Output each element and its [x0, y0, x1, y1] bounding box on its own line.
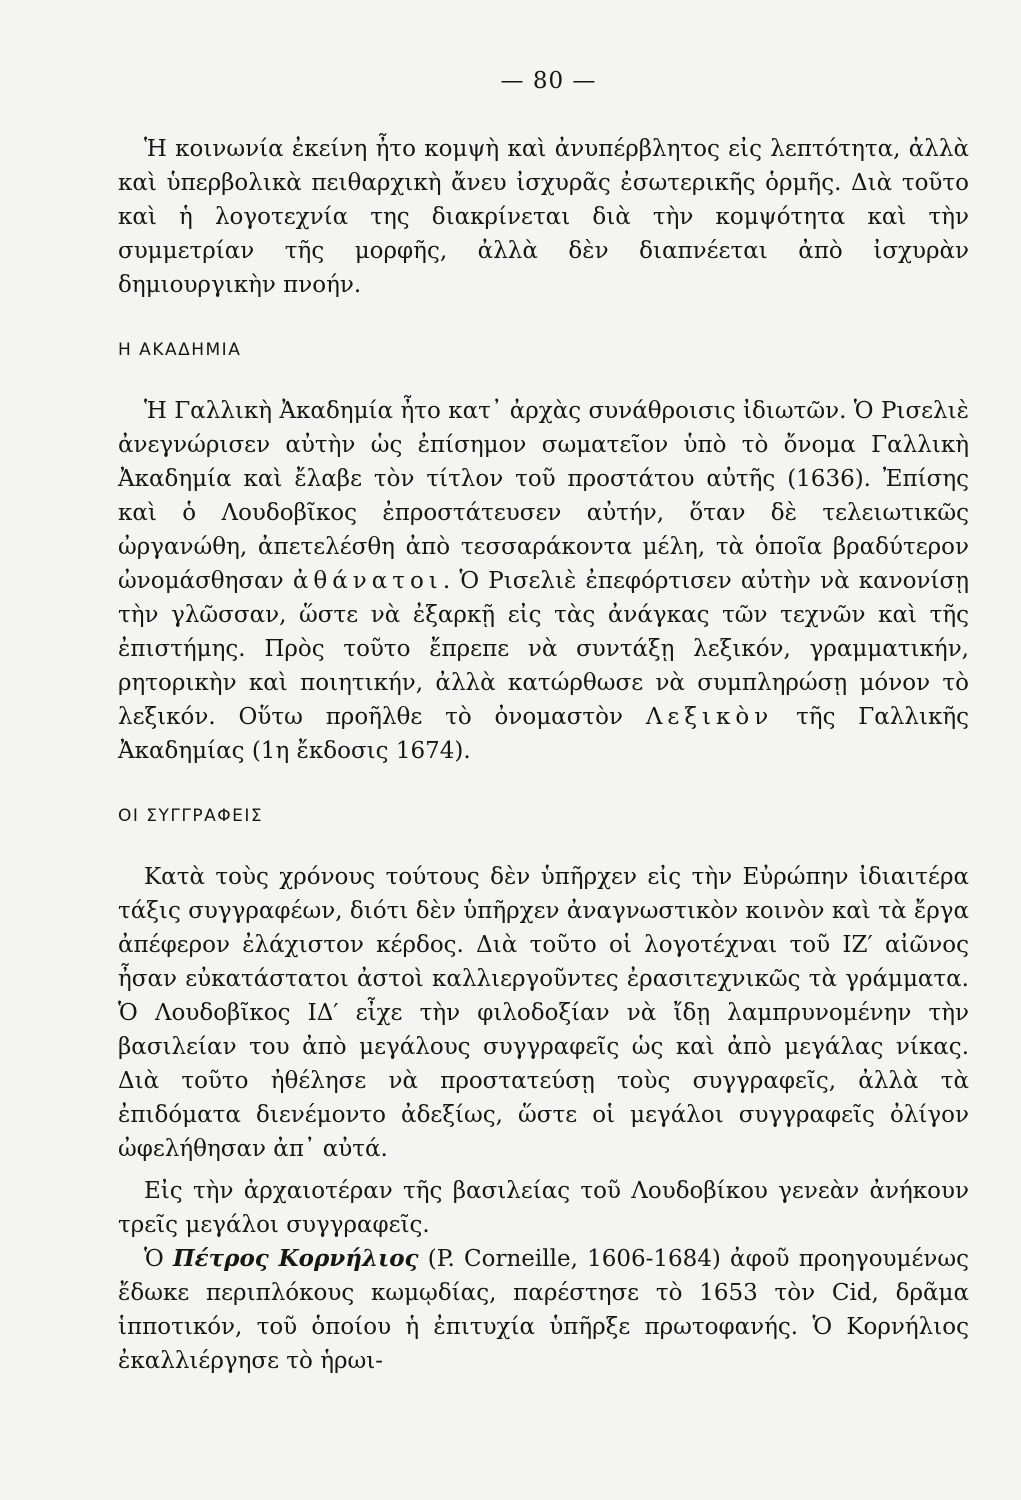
section-heading-akadimia: Η ΑΚΑΔΗΜΙΑ: [118, 340, 242, 360]
paragraph-corneille: [118, 1242, 969, 1378]
paragraph-writers-2: Εἰς τὴν ἀρχαιοτέραν τῆς βασιλείας τοῦ Λουδοβίκου γενεὰν ἀνήκουν τρεῖς μεγάλοι συγγραφεῖς.: [118, 1178, 969, 1238]
corneille-text-b: (P. Corneille, 1606-1684) ἀφοῦ προηγουμένως ἔδωκε περιπλόκους κωμῳδίας, παρέστησε τὸ 1653 τὸν Cid, δρᾶμα ἱπποτικόν, τοῦ ὁποίου ἡ ἐπιτυχία ὑπῆρξε πρωτοφανής. Ὁ Κορνήλιος ἐκαλλιέργησε τὸ ἡρωι-: [118, 1246, 970, 1374]
paragraph-writers-1: Κατὰ τοὺς χρόνους τούτους δὲν ὑπῆρχεν εἰς τὴν Εὐρώπην ἰδιαιτέρα τάξις συγγραφέων, διότι δὲν ὑπῆρχεν ἀναγνωστικὸν κοινὸν καὶ τὰ ἔργα ἀπέφερον ἐλάχιστον κέρδος. Διὰ τοῦτο οἱ λογοτέχναι τοῦ ΙΖ′ αἰῶνος ἦσαν εὐκατάστατοι ἀστοὶ καλλιεργοῦντες ἐρασιτεχνικῶς τὰ γράμματα. Ὁ Λουδοβῖκος ΙΔ′ εἶχε τὴν φιλοδοξίαν νὰ ἴδῃ λαμπρυνομένην τὴν βασιλείαν του ἀπὸ μεγάλους συγγραφεῖς ὡς καὶ ἀπὸ μεγάλας νίκας. Διὰ τοῦτο ἠθέλησε νὰ προστατεύσῃ τοὺς συγγραφεῖς, ἀλλὰ τὰ ἐπιδόματα διενέμοντο ἀδεξίως, ὥστε οἱ μεγάλοι συγγραφεῖς ὀλίγον ὠφελήθησαν ἀπ᾽ αὐτά.: [118, 864, 969, 1162]
corneille-text-a: Ὁ: [144, 1246, 173, 1272]
page-number: — 80 —: [500, 68, 597, 94]
academy-term-lexikon: Λεξικὸν: [645, 704, 774, 730]
paragraph-society: Ἡ κοινωνία ἐκείνη ἦτο κομψὴ καὶ ἀνυπέρβλητος εἰς λεπτότητα, ἀλλὰ καὶ ὑπερβολικὰ πειθαρχικὴ ἄνευ ἰσχυρᾶς ἐσωτερικῆς ὁρμῆς. Διὰ τοῦτο καὶ ἡ λογοτεχνία της διακρίνεται διὰ τὴν κομψότητα καὶ τὴν συμμετρίαν τῆς μορφῆς, ἀλλὰ δὲν διαπνέεται ἀπὸ ἰσχυρὰν δημιουργικὴν πνοήν.: [118, 136, 969, 298]
academy-text-b: . Ὁ Ρισελιὲ ἐπεφόρτισεν αὐτὴν νὰ κανονίσῃ τὴν γλῶσσαν, ὥστε νὰ ἐξαρκῇ εἰς τὰς ἀνάγκας τῶν τεχνῶν καὶ τῆς ἐπιστήμης. Πρὸς τοῦτο ἔπρεπε νὰ συντάξῃ λεξικόν, γραμματικήν, ρητορικὴν καὶ ποιητικήν, ἀλλὰ κατώρθωσε νὰ συμπληρώσῃ μόνον τὸ λεξικόν. Οὕτω προῆλθε τὸ ὀνομαστὸν: [118, 568, 970, 730]
academy-text-c: τῆς Γαλλικῆς Ἀκαδημίας (1η ἔκδοσις 1674).: [118, 704, 969, 764]
corneille-name: Πέτρος Κορνήλιος: [172, 1245, 419, 1272]
academy-text-a: Ἡ Γαλλικὴ Ἀκαδημία ἦτο κατ᾽ ἀρχὰς συνάθροισις ἰδιωτῶν. Ὁ Ρισελιὲ ἀνεγνώρισεν αὐτὴν ὡς ἐπίσημον σωματεῖον ὑπὸ τὸ ὄνομα Γαλλικὴ Ἀκαδημία καὶ ἔλαβε τὸν τίτλον τοῦ προστάτου αὐτῆς (1636). Ἐπίσης καὶ ὁ Λουδοβῖκος ἐπροστάτευσεν αὐτήν, ὅταν δὲ τελειωτικῶς ὠργανώθη, ἀπετελέσθη ἀπὸ τεσσαράκοντα μέλη, τὰ ὁποῖα βραδύτερον ὠνομάσθησαν: [118, 398, 969, 594]
paragraph-academy: [118, 394, 969, 768]
section-heading-syggrafeis: ΟΙ ΣΥΓΓΡΑΦΕΙΣ: [118, 806, 264, 826]
academy-term-athanatoi: ἀθάνατοι: [292, 568, 443, 594]
